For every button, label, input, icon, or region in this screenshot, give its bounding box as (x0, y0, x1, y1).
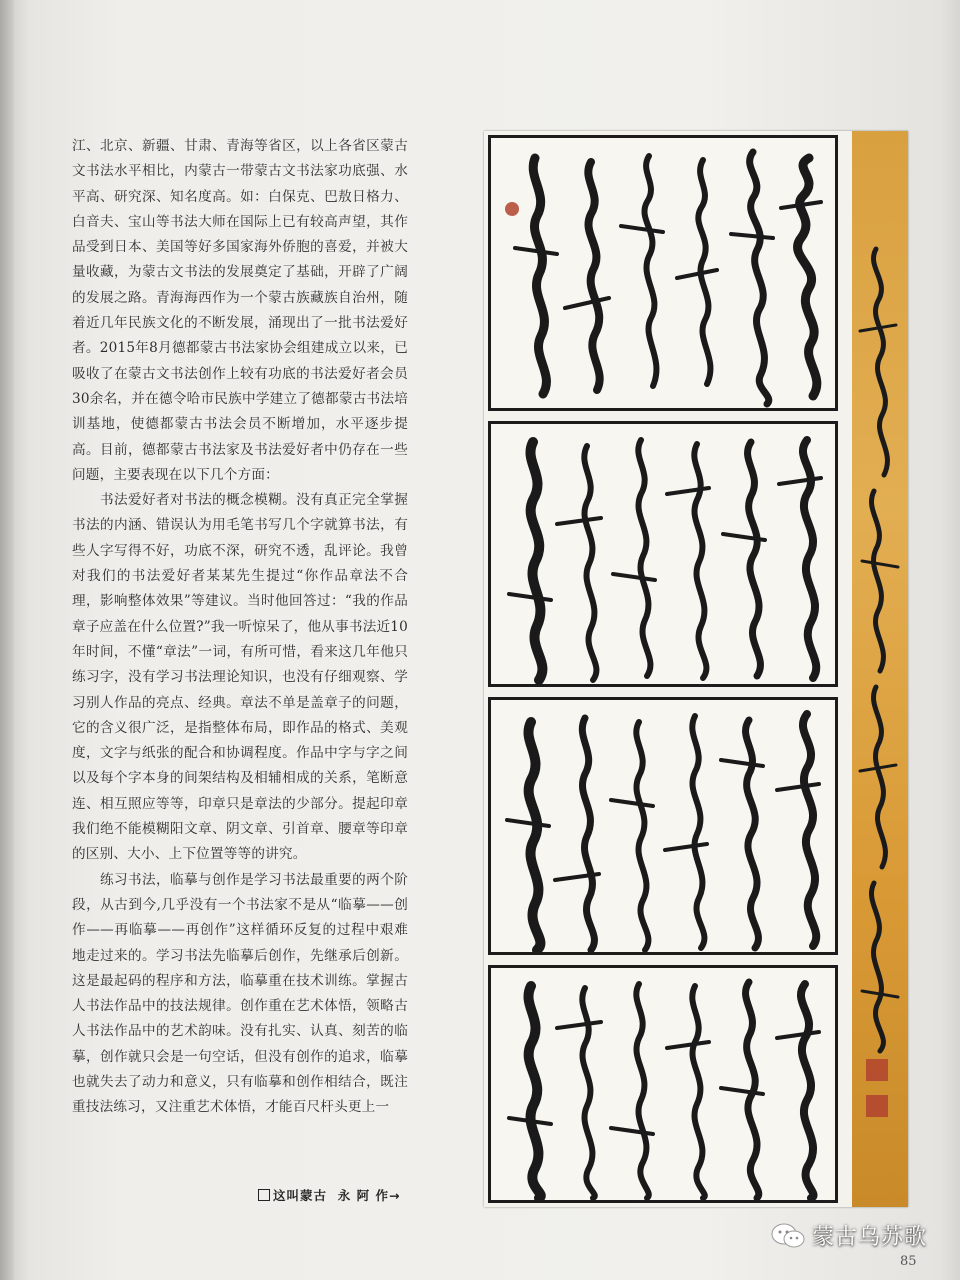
red-seal-stamp (505, 202, 519, 216)
caption-box-icon (258, 1189, 270, 1201)
artwork-caption (258, 1186, 400, 1204)
article-text-column (72, 134, 408, 1121)
calligraphy-panel-3 (488, 697, 838, 955)
article-paragraph: 练习书法，临摹与创作是学习书法最重要的两个阶段，从古到今,几乎没有一个书法家不是从“临摹——创作——再临摹——再创作”这样循环反复的过程中艰难地走过来的。学习书法先临摹后创作，先继承后创新。这是最起码的程序和方法，临摹重在技术训练。掌握古人书法作品中的技法规律。创作重在艺术体悟，领略古人书法作品中的艺术韵味。没有扎实、认真、刻苦的临摹，创作就只会是一句空话，但没有创作的追求，临摹也就失去了动力和意义，只有临摹和创作相结合，既注重技法练习，又注重艺术体悟，才能百尺杆头更上一 (72, 871, 408, 1116)
caption-title: 这叫蒙古 (273, 1188, 328, 1203)
calligraphy-strokes-1 (491, 138, 835, 408)
red-seal-stamp (866, 1059, 888, 1081)
red-seal-stamp (866, 1095, 888, 1117)
signature-strokes (852, 131, 908, 1207)
article-paragraph: 江、北京、新疆、甘肃、青海等省区，以上各省区蒙古文书法水平相比，内蒙古一带蒙古文书法家功底强、水平高、研究深、知名度高。如：白保克、巴敖日格力、白音夫、宝山等书法大师在国际上已有较高声望，其作品受到日本、美国等好多国家海外侨胞的喜爱，并被大量收藏，为蒙古文书法的发展奠定了基础，开辟了广阔的发展之路。青海海西作为一个蒙古族藏族自治州，随着近几年民族文化的不断发展，涌现出了一批书法爱好者。2015年8月德都蒙古书法家协会组建成立以来，已吸收了在蒙古文书法创作上较有功底的书法爱好者会员30余名，并在德令哈市民族中学建立了德都蒙古书法培训基地，使德都蒙古书法会员不断增加，水平逐步提高。目前，德都蒙古书法家及书法爱好者中仍存在一些问题，主要表现在以下几个方面： (72, 138, 408, 483)
calligraphy-panel-4 (488, 965, 838, 1203)
wechat-icon (770, 1222, 806, 1250)
caption-author: 永 阿 作 (337, 1188, 389, 1203)
article-paragraph: 书法爱好者对书法的概念模糊。没有真正完全掌握书法的内涵、错误认为用毛笔书写几个字就算书法，有些人字写得不好，功底不深，研究不透，乱评论。我曾对我们的书法爱好者某某先生提过“你作品章法不合理，影响整体效果”等建议。当时他回答过：“我的作品章子应盖在什么位置?”我一听惊呆了，他从事书法近10年时间，不懂“章法”一词，有所可惜，看来这几年他只练习字，没有学习书法理论知识，也没有仔细观察、学习别人作品的亮点、经典。章法不单是盖章子的问题，它的含义很广泛，是指整体布局，即作品的格式、美观度，文字与纸张的配合和协调程度。作品中字与字之间以及每个字本身的间架结构及相辅相成的关系，笔断意连、相互照应等等，印章只是章法的少部分。提起印章我们绝不能模糊阳文章、阴文章、引首章、腰章等印章的区别、大小、上下位置等等的讲究。 (72, 492, 408, 863)
calligraphy-strokes-4 (491, 968, 835, 1200)
calligraphy-panel-2 (488, 421, 838, 687)
calligraphy-panel-1 (488, 135, 838, 411)
watermark-text: 蒙古乌苏歌 (812, 1225, 928, 1250)
page-number: 85 (900, 1254, 917, 1269)
calligraphy-strokes-3 (491, 700, 835, 952)
signature-column (852, 131, 908, 1207)
calligraphy-artwork (484, 131, 908, 1207)
calligraphy-strokes-2 (491, 424, 835, 684)
caption-arrow: → (388, 1188, 401, 1203)
page-spine-shadow (0, 0, 14, 1280)
artwork-paper (484, 131, 852, 1207)
watermark (770, 1220, 927, 1251)
